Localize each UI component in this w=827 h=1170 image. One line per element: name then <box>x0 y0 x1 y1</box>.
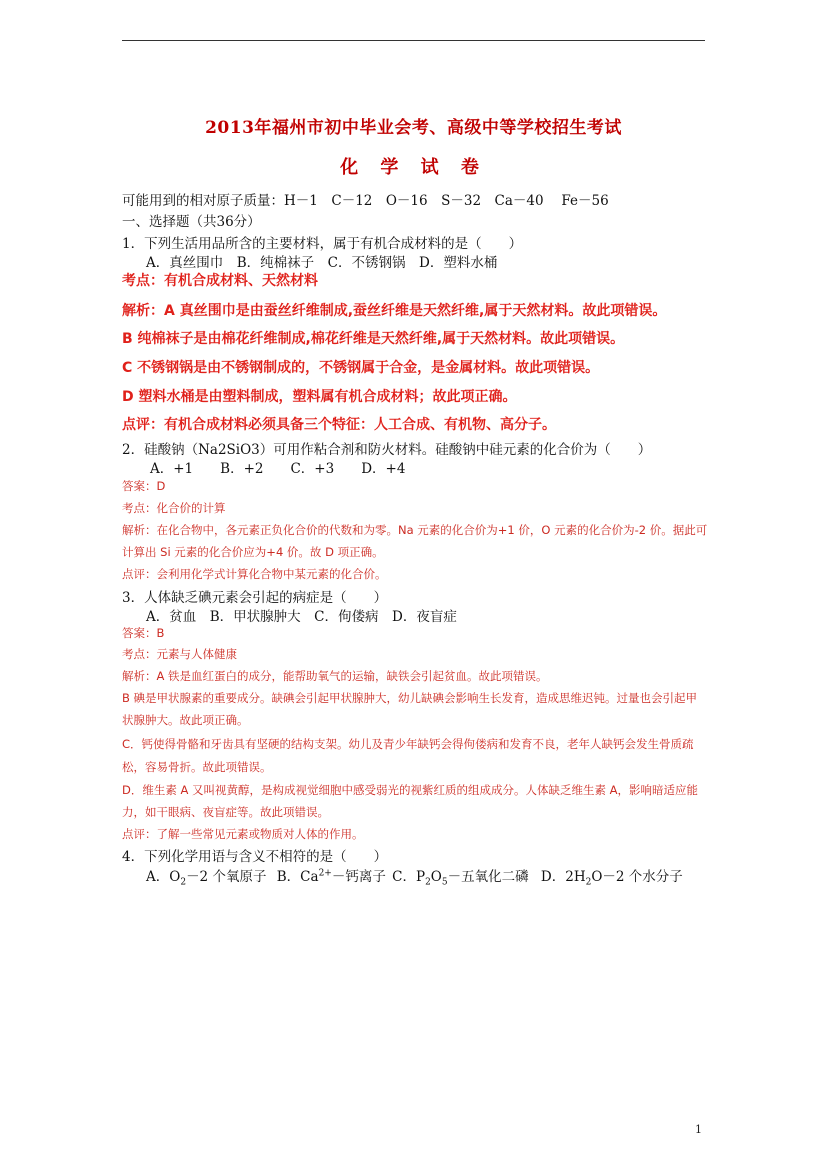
q3-jiexi-c2: 松，容易骨折。故此项错误。 <box>122 760 272 774</box>
page-number: 1 <box>695 1123 702 1136</box>
q2-stem: 2．硅酸钠（Na2SiO3）可用作粘合剂和防火材料。硅酸钠中硅元素的化合价为（ ） <box>122 442 652 458</box>
q4-option-d: D．$2H_2O-2$ 个水分子 <box>540 869 683 888</box>
q2-kaodian: 考点：化合价的计算 <box>122 501 226 515</box>
section-heading: 一、选择题（共36分） <box>122 214 261 230</box>
header-rule <box>122 40 705 41</box>
q2-jiexi-1: 解析：在化合物中，各元素正负化合价的代数和为零。Na 元素的化合价为+1 价，O 元素的化合价为-2 价。据此可 <box>122 523 708 537</box>
q2-jiexi-2: 计算出 Si 元素的化合价应为+4 价。故 D 项正确。 <box>122 545 384 559</box>
exam-subtitle: 化 学 试 卷 <box>340 157 487 178</box>
q2-answer: 答案：D <box>122 479 166 493</box>
q1-jiexi-d: D 塑料水桶是由塑料制成，塑料属有机合成材料；故此项正确。 <box>122 389 517 405</box>
q3-answer: 答案：B <box>122 626 165 640</box>
q4-options <box>146 865 683 888</box>
q4-option-a: A．$O_2-2$ 个氧原子 <box>146 869 267 888</box>
q4-option-b: B．$Ca^{2+}-$钙离子 <box>276 868 386 885</box>
q3-jiexi-a: 解析：A 铁是血红蛋白的成分，能帮助氧气的运输，缺铁会引起贫血。故此项错误。 <box>122 669 548 683</box>
q1-kaodian: 考点：有机合成材料、天然材料 <box>122 273 318 289</box>
q2-options: A．+1 B．+2 C．+3 D．+4 <box>150 461 406 477</box>
q3-jiexi-c1: C．钙使得骨骼和牙齿具有坚硬的结构支架。幼儿及青少年缺钙会得佝偻病和发育不良，老年人缺钙会发生骨质疏 <box>122 737 694 751</box>
atomic-masses: 可能用到的相对原子质量：H－1 C－12 O－16 S－32 Ca－40 Fe－56 <box>122 193 609 209</box>
q3-stem: 3．人体缺乏碘元素会引起的病症是（ ） <box>122 590 388 606</box>
q3-options: A．贫血 B．甲状腺肿大 C．佝偻病 D．夜盲症 <box>146 609 457 625</box>
q1-jiexi-b: B 纯棉袜子是由棉花纤维制成,棉花纤维是天然纤维,属于天然材料。故此项错误。 <box>122 331 625 347</box>
q4-option-c: C．$P_2O_5-$五氧化二磷 <box>392 869 529 888</box>
q1-jiexi-c: C 不锈钢锅是由不锈钢制成的，不锈钢属于合金，是金属材料。故此项错误。 <box>122 360 600 376</box>
q3-dianping: 点评：了解一些常见元素或物质对人体的作用。 <box>122 827 364 841</box>
q3-jiexi-b2: 状腺肿大。故此项正确。 <box>122 713 249 727</box>
q1-jiexi-a: 解析：A 真丝围巾是由蚕丝纤维制成,蚕丝纤维是天然纤维,属于天然材料。故此项错误。 <box>122 303 667 319</box>
q1-options: A．真丝围巾 B．纯棉袜子 C．不锈钢锅 D．塑料水桶 <box>146 255 498 271</box>
q3-kaodian: 考点：元素与人体健康 <box>122 647 237 661</box>
q3-jiexi-d1: D．维生素 A 又叫视黄醇，是构成视觉细胞中感受弱光的视紫红质的组成成分。人体缺乏维生素 A，影响暗适应能 <box>122 783 699 797</box>
q1-stem: 1．下列生活用品所含的主要材料，属于有机合成材料的是（ ） <box>122 236 523 252</box>
q3-jiexi-b1: B 碘是甲状腺素的重要成分。缺碘会引起甲状腺肿大，幼儿缺碘会影响生长发育，造成思维迟钝。过量也会引起甲 <box>122 691 698 705</box>
q3-jiexi-d2: 力，如干眼病、夜盲症等。故此项错误。 <box>122 805 329 819</box>
q1-dianping: 点评：有机合成材料必须具备三个特征：人工合成、有机物、高分子。 <box>122 417 556 433</box>
q4-stem: 4．下列化学用语与含义不相符的是（ ） <box>122 849 388 865</box>
q2-dianping: 点评：会利用化学式计算化合物中某元素的化合价。 <box>122 567 387 581</box>
exam-title: 2013年福州市初中毕业会考、高级中等学校招生考试 <box>205 118 622 138</box>
